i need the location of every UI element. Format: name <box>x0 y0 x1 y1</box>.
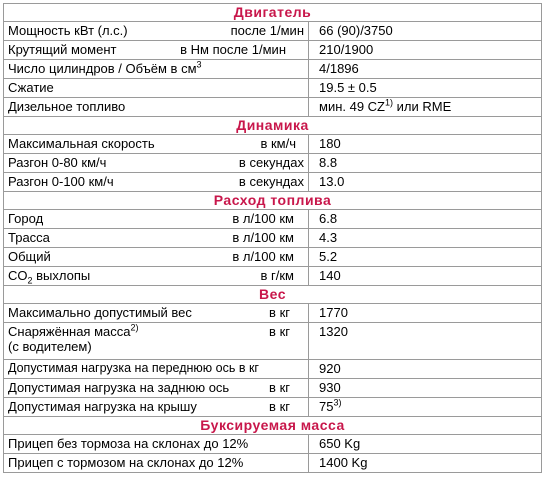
table-row <box>4 304 542 323</box>
row-value: 4.3 <box>309 229 542 248</box>
row-unit: в л/100 км <box>232 211 294 226</box>
table-row <box>4 210 542 229</box>
row-label: Максимальная скорость <box>8 136 155 151</box>
table-row <box>4 323 542 360</box>
row-label: Допустимая нагрузка на крышу <box>8 399 197 414</box>
spec-table <box>3 3 542 473</box>
table-row <box>4 379 542 398</box>
row-value: 66 (90)/3750 <box>309 22 542 41</box>
row-value: 19.5 ± 0.5 <box>309 79 542 98</box>
table-row <box>4 135 542 154</box>
table-row <box>4 398 542 417</box>
row-value: 5.2 <box>309 248 542 267</box>
row-value: 180 <box>309 135 542 154</box>
table-row <box>4 454 542 473</box>
row-value: 210/1900 <box>309 41 542 60</box>
row-unit: в л/100 км <box>232 249 294 264</box>
table-row <box>4 267 542 286</box>
row-label: Разгон 0-80 км/ч <box>8 155 107 170</box>
row-unit: в л/100 км <box>232 230 294 245</box>
row-value: 13.0 <box>309 173 542 192</box>
table-row <box>4 60 542 79</box>
section-title: Вес <box>4 286 542 304</box>
row-unit: в Нм после 1/мин <box>180 42 286 57</box>
row-unit: в кг <box>269 305 290 320</box>
row-label: Прицеп с тормозом на склонах до 12% <box>4 454 309 473</box>
row-value: 4/1896 <box>309 60 542 79</box>
row-unit: в секундах <box>238 155 304 170</box>
row-label: Допустимая нагрузка на переднюю ось в кг <box>4 360 309 379</box>
section-header-towing <box>4 417 542 435</box>
row-unit: в кг <box>269 324 290 339</box>
section-header-weight <box>4 286 542 304</box>
row-unit: в секундах <box>238 174 304 189</box>
table-row <box>4 98 542 117</box>
row-value: 1770 <box>309 304 542 323</box>
table-row <box>4 41 542 60</box>
row-value: 75 <box>319 399 334 414</box>
row-value: 1400 Kg <box>309 454 542 473</box>
row-value: 930 <box>309 379 542 398</box>
table-row <box>4 79 542 98</box>
section-title: Буксируемая масса <box>4 417 542 435</box>
table-row <box>4 154 542 173</box>
row-label: Допустимая нагрузка на заднюю ось <box>8 380 230 395</box>
table-row <box>4 173 542 192</box>
row-label: Город <box>8 211 44 226</box>
table-row <box>4 360 542 379</box>
row-value-sup: 1) <box>385 97 394 108</box>
row-unit: в км/ч <box>260 136 296 151</box>
row-label: Трасса <box>8 230 50 245</box>
row-label: CO <box>8 268 28 283</box>
table-row <box>4 22 542 41</box>
row-label-line2: (с водителем) <box>8 339 92 354</box>
section-header-engine <box>4 4 542 22</box>
section-header-dynamics <box>4 117 542 135</box>
row-value: 8.8 <box>309 154 542 173</box>
row-value: 140 <box>309 267 542 286</box>
table-row <box>4 248 542 267</box>
row-unit: после 1/мин <box>230 23 304 38</box>
row-value: 920 <box>309 360 542 379</box>
row-value-sup: 3) <box>333 397 342 408</box>
table-row <box>4 229 542 248</box>
row-label: Снаряжённая масса <box>8 324 131 339</box>
row-label: Максимально допустимый вес <box>8 305 192 320</box>
row-label: Мощность кВт (л.с.) <box>8 23 128 38</box>
section-title: Динамика <box>4 117 542 135</box>
row-unit: в кг <box>269 399 290 414</box>
section-header-fuel <box>4 192 542 210</box>
row-value: мин. 49 CZ <box>319 99 386 114</box>
row-label: Общий <box>8 249 51 264</box>
section-title: Двигатель <box>4 4 542 22</box>
row-unit: в кг <box>269 380 290 395</box>
row-value: 1320 <box>309 323 542 360</box>
table-row <box>4 435 542 454</box>
row-label: Число цилиндров / Объём в см <box>8 61 197 76</box>
row-unit: в г/км <box>260 268 294 283</box>
row-label-sup: 2) <box>130 322 139 333</box>
row-label: Сжатие <box>4 79 309 98</box>
row-label: Крутящий момент <box>8 42 117 57</box>
row-value: 650 Kg <box>309 435 542 454</box>
row-label: Дизельное топливо <box>4 98 309 117</box>
row-label: Разгон 0-100 км/ч <box>8 174 114 189</box>
row-label-sup: 3 <box>196 59 202 70</box>
section-title: Расход топлива <box>4 192 542 210</box>
row-label-tail: выхлопы <box>32 268 91 283</box>
row-label: Прицеп без тормоза на склонах до 12% <box>4 435 309 454</box>
row-label-sub: 2 <box>27 275 33 286</box>
row-value-tail: или RME <box>393 99 452 114</box>
row-value: 6.8 <box>309 210 542 229</box>
